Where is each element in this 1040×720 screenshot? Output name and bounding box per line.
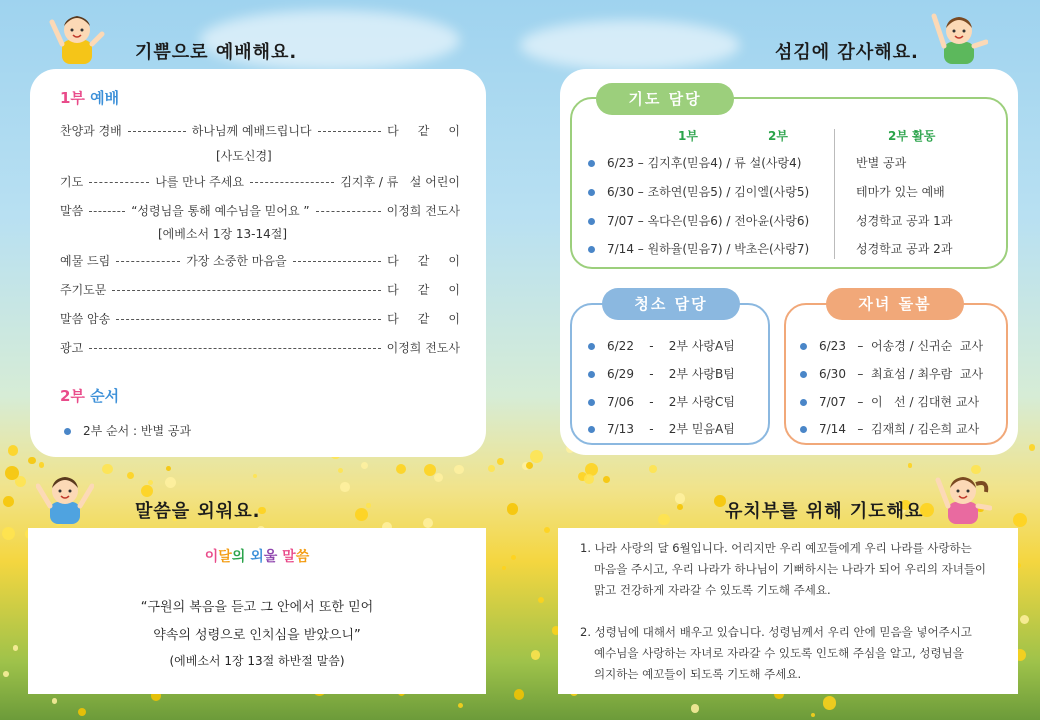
- prayer-pill: 기도 담당: [596, 83, 734, 115]
- row-label: 찬양과 경배: [60, 124, 122, 138]
- verse-line-2: 약속의 성령으로 인치심을 받았으니”: [153, 628, 361, 643]
- prayer-col-part2: 2부: [768, 129, 788, 143]
- row-label: 예물 드림: [60, 254, 111, 268]
- row-title: 나를 만나 주세요: [155, 175, 244, 189]
- prayer-item: [588, 240, 809, 257]
- childcare-item: [800, 337, 983, 354]
- worship-row: [60, 252, 460, 269]
- row-label: 광고: [60, 341, 84, 355]
- activity-item: 성경학교 공과 2과: [856, 242, 953, 256]
- row-label: 기도: [60, 175, 84, 189]
- part1-worship-label: 예배: [90, 89, 120, 107]
- cleaning-item-text: 6/29 - 2부 사랑B팀: [607, 367, 735, 381]
- sermon-reference: [에베소서 1장 13-14절]: [158, 227, 288, 241]
- verse-heading-text: 이달의 외울 말씀: [204, 549, 310, 565]
- row-leader: 이정희 전도사: [386, 341, 460, 355]
- prayer-request-1-line: 1. 나라 사랑의 달 6월입니다. 어리지만 우리 예꼬들에게 우리 나라를 사랑하는: [580, 541, 972, 555]
- worship-row: [60, 122, 460, 139]
- childcare-item-text: 7/07 – 이 선 / 김대현 교사: [819, 395, 980, 409]
- worship-row: [60, 202, 460, 219]
- prayer-request-2-line: 의지하는 예꼬들이 되도록 기도해 주세요.: [594, 667, 802, 681]
- cleaning-pill: 청소 담당: [602, 288, 740, 320]
- cleaning-item-text: 7/06 - 2부 사랑C팀: [607, 395, 735, 409]
- prayer-item: [588, 212, 809, 229]
- worship-row: [60, 310, 460, 327]
- part2-item-text: 2부 순서 : 반별 공과: [83, 424, 192, 438]
- prayer-request-2-line: 예수님을 사랑하는 자녀로 자라갈 수 있도록 인도해 주심을 알고, 성령님을: [594, 646, 964, 660]
- row-title: 가장 소중한 마음을: [186, 254, 287, 268]
- creed-note: [사도신경]: [216, 149, 272, 163]
- row-leader: 다 같 이: [387, 254, 460, 268]
- cloud-decoration: [520, 20, 740, 70]
- row-leader: 다 같 이: [387, 124, 460, 138]
- row-leader: 김지후 / 류 설 어린이: [340, 175, 460, 189]
- part2-item: [64, 422, 191, 439]
- cleaning-item-text: 7/13 - 2부 믿음A팀: [607, 422, 735, 436]
- cleaning-item-text: 6/22 - 2부 사랑A팀: [607, 339, 735, 353]
- childcare-item: [800, 393, 979, 410]
- verse-heading: [28, 546, 486, 566]
- child-waving-icon: [930, 6, 988, 64]
- childcare-item-text: 7/14 – 김재희 / 김은희 교사: [819, 422, 980, 436]
- childcare-item: [800, 420, 979, 437]
- row-label: 말씀: [60, 204, 84, 218]
- serve-section-title: 섬김에 감사해요.: [775, 42, 919, 63]
- childcare-item: [800, 365, 983, 382]
- prayer-item-text: 7/14 – 원하율(믿음7) / 박초은(사랑7): [607, 242, 810, 256]
- row-label: 주기도문: [60, 283, 107, 297]
- worship-order-panel: [30, 69, 486, 457]
- verse-reference: (에베소서 1장 13절 하반절 말씀): [169, 654, 345, 668]
- row-title: “성령님을 통해 예수님을 믿어요 ”: [131, 204, 310, 218]
- serving-panel: [560, 69, 1018, 455]
- row-leader: 이정희 전도사: [386, 204, 460, 218]
- prayer-request-1-line: 맑고 건강하게 자라갈 수 있도록 기도해 주세요.: [594, 583, 831, 597]
- bullet-icon: [588, 399, 595, 406]
- bullet-icon: [800, 426, 807, 433]
- row-title: 하나님께 예배드립니다: [191, 124, 312, 138]
- bullet-icon: [588, 189, 595, 196]
- child-cheering-icon: [934, 466, 992, 524]
- prayer-item-text: 6/30 – 조하연(믿음5) / 김이엘(사랑5): [607, 185, 810, 199]
- childcare-item-text: 6/30 – 최효섬 / 최우람 교사: [819, 367, 984, 381]
- activity-item: 테마가 있는 예배: [856, 185, 945, 199]
- child-cheering-icon: [48, 6, 106, 64]
- bullet-icon: [588, 426, 595, 433]
- prayer-request-1: [580, 538, 986, 601]
- pray-section-title: 유치부를 위해 기도해요: [725, 501, 924, 522]
- prayer-item-text: 6/23 – 김지후(믿음4) / 류 설(사랑4): [607, 156, 802, 170]
- cleaning-item: [588, 365, 735, 382]
- prayer-requests-panel: [558, 528, 1018, 694]
- cleaning-item: [588, 420, 735, 437]
- prayer-request-1-line: 마음을 주시고, 우리 나라가 하나님이 기뻐하시는 나라가 되어 우리의 자녀들이: [594, 562, 987, 576]
- prayer-item: [588, 183, 809, 200]
- row-label: 말씀 암송: [60, 312, 111, 326]
- row-leader: 다 같 이: [387, 283, 460, 297]
- child-cheering-icon: [36, 466, 94, 524]
- cleaning-item: [588, 337, 735, 354]
- worship-row: [60, 173, 460, 190]
- worship-section-title: 기쁨으로 예배해요.: [135, 42, 298, 63]
- childcare-item-text: 6/23 – 어송경 / 신귀순 교사: [819, 339, 984, 353]
- bullet-icon: [588, 371, 595, 378]
- bullet-icon: [800, 399, 807, 406]
- part2-label: 2부: [60, 387, 85, 405]
- bullet-icon: [588, 160, 595, 167]
- prayer-col-part1: 1부: [678, 129, 698, 143]
- bullet-icon: [800, 371, 807, 378]
- bullet-icon: [588, 218, 595, 225]
- bullet-icon: [800, 343, 807, 350]
- part1-heading: [60, 87, 119, 108]
- prayer-request-2: [580, 622, 972, 685]
- prayer-request-2-line: 2. 성령님에 대해서 배우고 있습니다. 성령님께서 우리 안에 믿음을 넣어주시고: [580, 625, 972, 639]
- part1-label: 1부: [60, 89, 85, 107]
- activity-item: 반별 공과: [856, 156, 907, 170]
- activity-item: 성경학교 공과 1과: [856, 214, 953, 228]
- prayer-item: [588, 154, 801, 171]
- row-leader: 다 같 이: [387, 312, 460, 326]
- verse-line-1: “구원의 복음을 듣고 그 안에서 또한 믿어: [140, 600, 374, 615]
- cleaning-item: [588, 393, 735, 410]
- part2-heading: [60, 385, 119, 406]
- part2-order-label: 순서: [90, 387, 120, 405]
- bullet-icon: [588, 246, 595, 253]
- worship-row: [60, 339, 460, 356]
- prayer-divider: [834, 129, 835, 259]
- prayer-item-text: 7/07 – 옥다은(믿음6) / 전아윤(사랑6): [607, 214, 810, 228]
- worship-row: [60, 281, 460, 298]
- childcare-pill: 자녀 돌봄: [826, 288, 964, 320]
- verse-section-title: 말씀을 외워요.: [135, 501, 261, 522]
- memory-verse-panel: [28, 528, 486, 694]
- bullet-icon: [64, 428, 71, 435]
- prayer-col-activity: 2부 활동: [888, 129, 936, 143]
- bullet-icon: [588, 343, 595, 350]
